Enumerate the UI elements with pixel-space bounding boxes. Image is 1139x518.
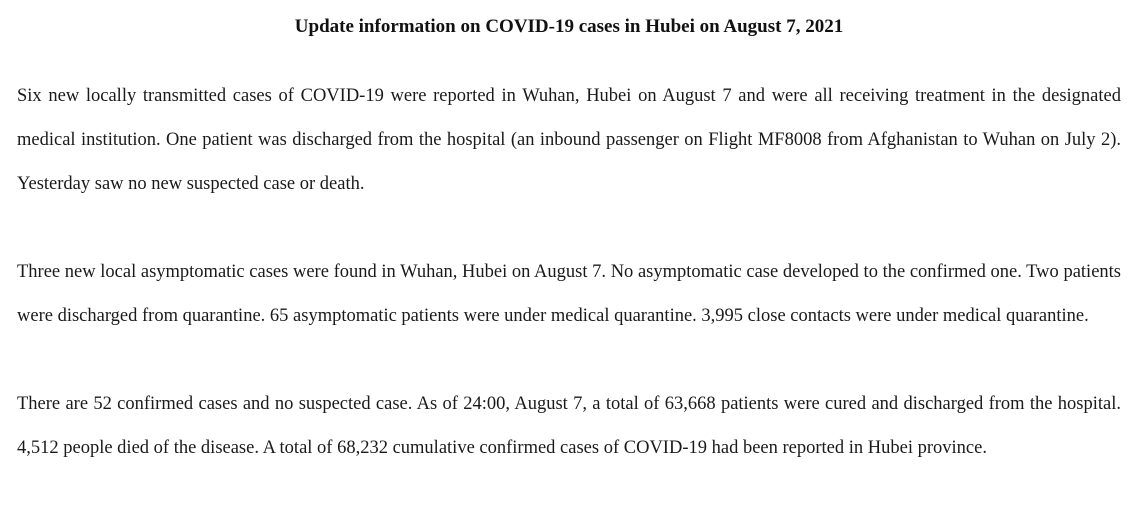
page-title: Update information on COVID-19 cases in Hubei on August 7, 2021 (294, 16, 844, 37)
paragraph-new-cases: Six new locally transmitted cases of COVID-19 were reported in Wuhan, Hubei on August 7 and were all receiving treatment in the designated medical institution. One patient was discharged from the hospital (an inbound passenger on Flight MF8008 from Afghanistan to Wuhan on July 2). Yesterday saw no new suspected case or death. (17, 86, 1121, 194)
paragraph-asymptomatic-cases: Three new local asymptomatic cases were found in Wuhan, Hubei on August 7. No asymptomatic case developed to the confirmed one. Two patients were discharged from quarantine. 65 asymptomatic patients were under medical quarantine. 3,995 close contacts were under medical quarantine. (17, 262, 1121, 326)
paragraph-cumulative-totals: There are 52 confirmed cases and no suspected case. As of 24:00, August 7, a total of 63,668 patients were cured and discharged from the hospital. 4,512 people died of the disease. A total of 68,232 cumulative confirmed cases of COVID-19 had been reported in Hubei province. (17, 394, 1121, 458)
